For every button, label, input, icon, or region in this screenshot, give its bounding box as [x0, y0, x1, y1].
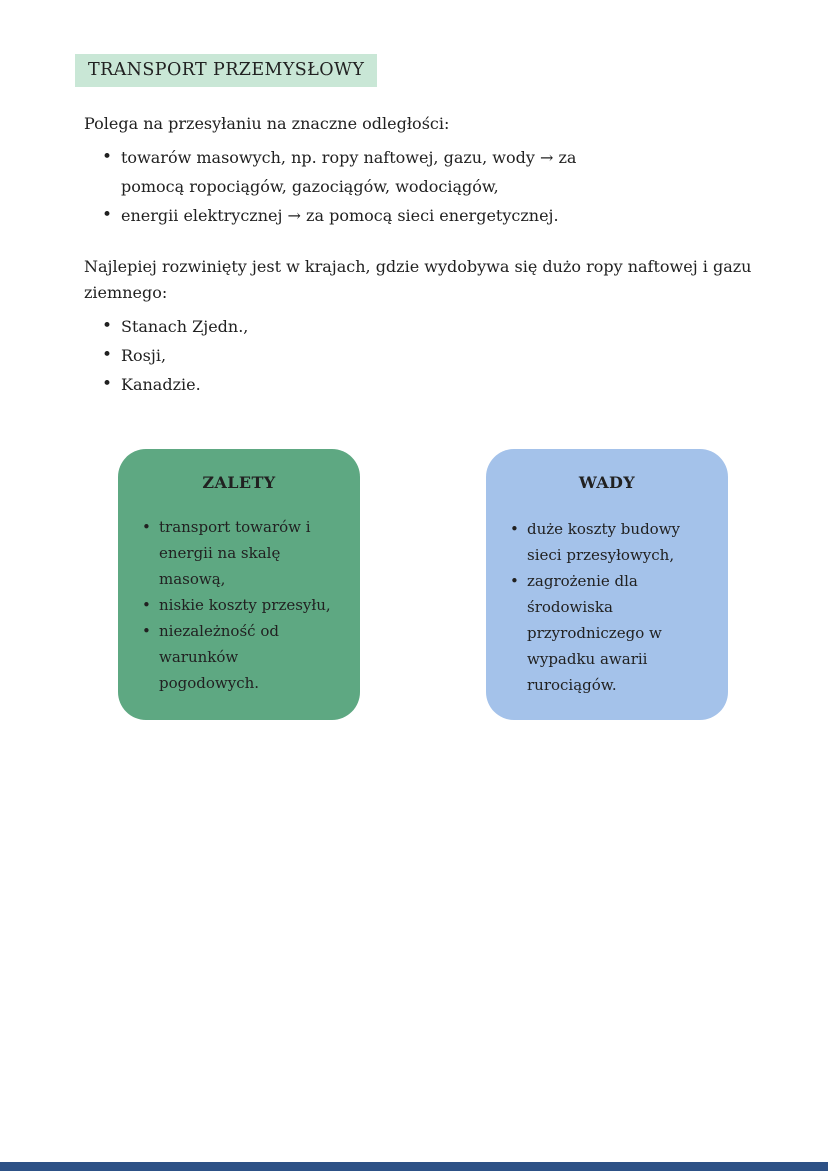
advantages-list: [142, 514, 338, 696]
advantages-title: ZALETY: [202, 473, 276, 492]
disadvantages-box: [486, 449, 728, 720]
country-item: • Kanadzie.: [100, 370, 828, 399]
bottom-accent-bar: [0, 1162, 828, 1171]
disadvantage-item: • zagrożenie dla środowiska przyrodniczego w wypadku awarii rurociągów.: [510, 568, 706, 698]
intro-lead: Polega na przesyłaniu na znaczne odległości:: [84, 114, 450, 133]
advantage-item: • transport towarów i energii na skalę masową,: [142, 514, 338, 592]
intro-bullet-item: • energii elektrycznej → za pomocą sieci energetycznej.: [100, 201, 620, 230]
disadvantage-item: • duże koszty budowy sieci przesyłowych,: [510, 516, 706, 568]
page-title: [75, 54, 377, 87]
pros-cons-row: [118, 449, 828, 720]
intro-bullet-item: • towarów masowych, np. ropy naftowej, gazu, wody → za pomocą ropociągów, gazociągów, wodociągów,: [100, 143, 620, 201]
country-item: • Stanach Zjedn.,: [100, 312, 828, 341]
advantage-item: • niskie koszty przesyłu,: [142, 592, 338, 618]
advantage-item: • niezależność od warunków pogodowych.: [142, 618, 338, 696]
page-title-text: TRANSPORT PRZEMYSŁOWY: [88, 60, 365, 80]
disadvantages-title: WADY: [578, 473, 636, 492]
countries-lead: Najlepiej rozwinięty jest w krajach, gdzie wydobywa się dużo ropy naftowej i gazu ziemnego:: [84, 257, 752, 302]
country-item: • Rosji,: [100, 341, 828, 370]
countries-bullet-list: [100, 312, 828, 399]
intro-bullet-list: [100, 143, 620, 230]
advantages-box: [118, 449, 360, 720]
disadvantages-list: [510, 516, 706, 698]
